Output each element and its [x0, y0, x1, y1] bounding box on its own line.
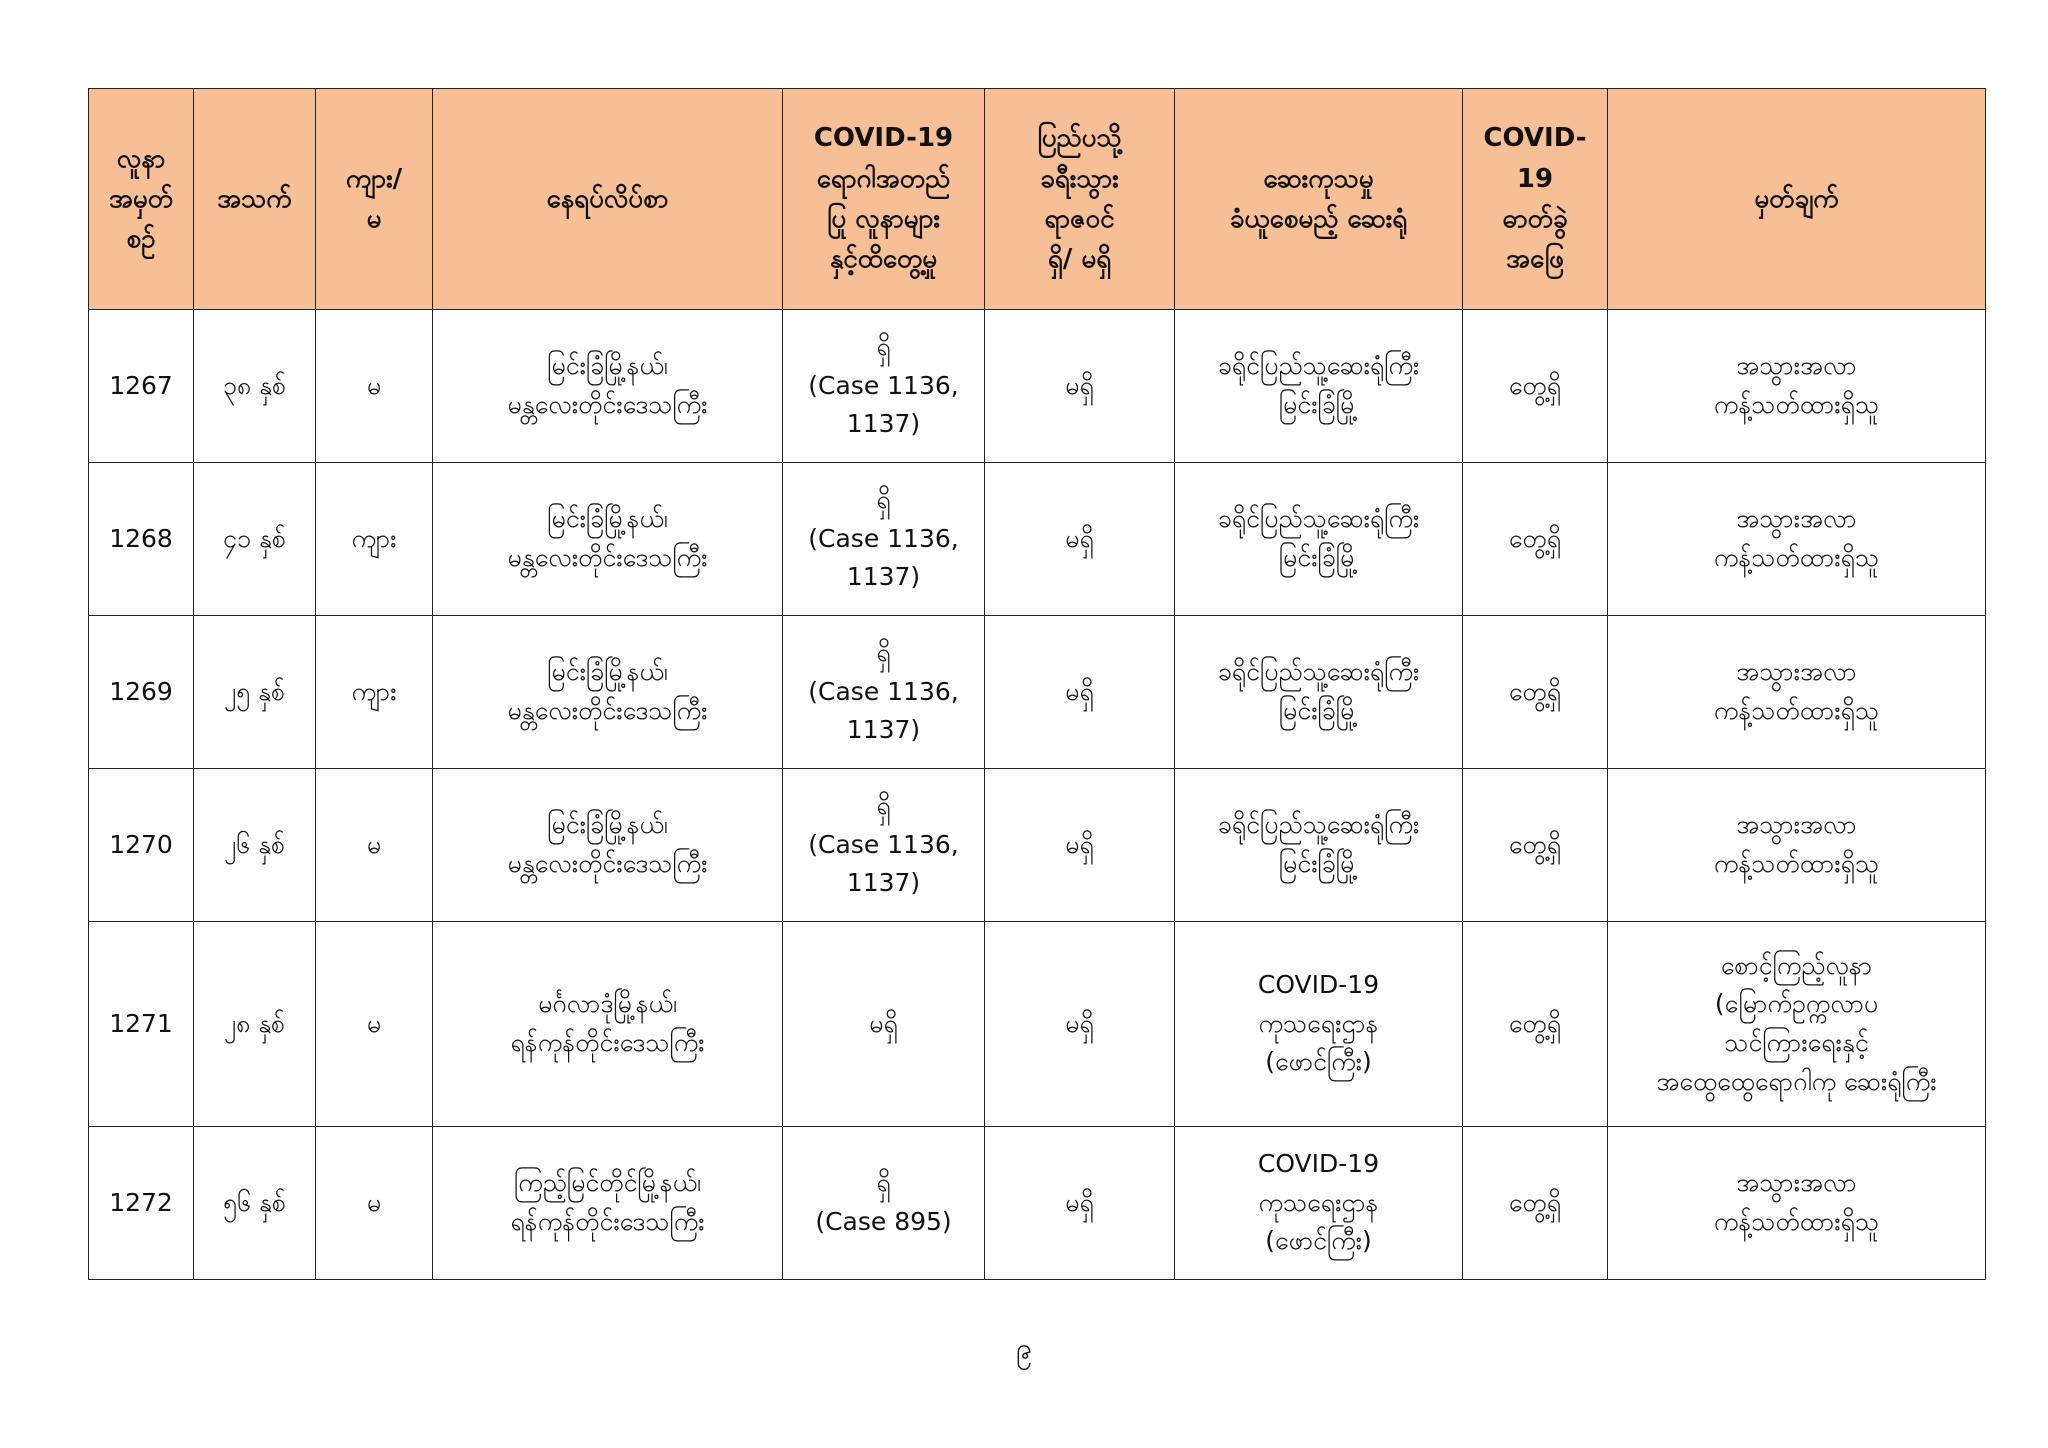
sex-cell: ကျား: [316, 463, 433, 616]
sex-cell: မ: [316, 1127, 433, 1280]
cell-text-line: မန္တလေးတိုင်းဒေသကြီး: [507, 696, 708, 725]
cell-text-line: အသွားအလာ: [1736, 504, 1857, 534]
hospital-cell: [1175, 616, 1463, 769]
hospital-cell: [1175, 769, 1463, 922]
contact-cell: [783, 463, 985, 616]
cell-text-line: COVID-19: [1257, 969, 1380, 999]
table-row: [89, 310, 1986, 463]
cell-text-line: အသွားအလာ: [1736, 1168, 1857, 1198]
header-address: [433, 89, 783, 310]
cell-text-line: အသွားအလာ: [1736, 810, 1857, 840]
cell-text-line: ရာဇဝင်: [1044, 204, 1115, 234]
age-cell: ၂၅ နှစ်: [194, 616, 316, 769]
cell-text-line: စဉ်: [126, 224, 156, 255]
header-overseas-travel-history: [985, 89, 1175, 310]
sex-cell: မ: [316, 922, 433, 1127]
remark-cell: [1608, 310, 1986, 463]
cell-text-line: 1137): [846, 562, 921, 592]
travel-history-cell: မရှိ: [985, 922, 1175, 1127]
cell-text-line: မြင်းခြံမြို့နယ်၊: [547, 657, 668, 687]
cell-text-line: 19: [1516, 163, 1554, 194]
table-row: [89, 463, 1986, 616]
cell-text-line: နှင့်ထိတွေ့မှု: [829, 244, 938, 275]
page-number: ၉: [1016, 1332, 1032, 1365]
contact-cell: [783, 616, 985, 769]
header-treatment-hospital: [1175, 89, 1463, 310]
cell-text-line: COVID-19: [813, 123, 954, 154]
cell-text-line: ရန်ကုန်တိုင်းဒေသကြီး: [510, 1207, 705, 1236]
lab-result-cell: တွေ့ရှိ: [1463, 616, 1608, 769]
cell-text-line: အထွေထွေရောဂါကု ဆေးရုံကြီး: [1656, 1066, 1937, 1096]
cell-text-line: 1137): [846, 868, 921, 898]
remark-cell: [1608, 616, 1986, 769]
cell-text-line: ကန့်သတ်ထားရှိသူ: [1713, 849, 1880, 878]
cell-text-line: ခရိုင်ပြည်သူ့ဆေးရုံကြီး: [1217, 504, 1420, 534]
sex-cell: မ: [316, 769, 433, 922]
sex-cell: ကျား: [316, 616, 433, 769]
cell-text-line: (Case 1136,: [808, 523, 959, 553]
cell-text-line: ရှိ: [876, 1168, 891, 1198]
case-number-cell: 1267: [89, 310, 194, 463]
sex-cell: မ: [316, 310, 433, 463]
cell-text-line: (Case 895): [815, 1207, 952, 1236]
table-body: [89, 310, 1986, 1280]
contact-cell: [783, 310, 985, 463]
cell-text-line: စောင့်ကြည့်လူနာ: [1720, 950, 1873, 980]
address-cell: [433, 463, 783, 616]
table-header: [89, 89, 1986, 310]
cell-text-line: မန္တလေးတိုင်းဒေသကြီး: [507, 390, 708, 419]
age-cell: ၄၁ နှစ်: [194, 463, 316, 616]
cell-text-line: ရန်ကုန်တိုင်းဒေသကြီး: [510, 1028, 705, 1057]
cell-text-line: မြင်းခြံမြို့နယ်၊: [547, 810, 668, 840]
cell-text-line: မြင်းခြံမြို့: [1278, 849, 1359, 878]
cell-text-line: မန္တလေးတိုင်းဒေသကြီး: [507, 849, 708, 878]
cell-text-line: (မြောက်ဥက္ကလာပ: [1714, 989, 1879, 1019]
address-cell: [433, 310, 783, 463]
case-number-cell: 1268: [89, 463, 194, 616]
cell-text-line: ကန့်သတ်ထားရှိသူ: [1713, 390, 1880, 419]
travel-history-cell: မရှိ: [985, 463, 1175, 616]
cell-text-line: (Case 1136,: [808, 829, 959, 859]
cell-text-line: ခရိုင်ပြည်သူ့ဆေးရုံကြီး: [1217, 657, 1420, 687]
address-cell: [433, 922, 783, 1127]
travel-history-cell: မရှိ: [985, 769, 1175, 922]
cell-text-line: နေရပ်လိပ်စာ: [546, 183, 669, 214]
hospital-cell: [1175, 463, 1463, 616]
cell-text-line: ကန့်သတ်ထားရှိသူ: [1713, 1207, 1880, 1236]
cell-text-line: 1137): [846, 715, 921, 745]
hospital-cell: [1175, 1127, 1463, 1280]
cell-text-line: ခံယူစေမည့် ဆေးရုံ: [1229, 204, 1408, 234]
cell-text-line: ကန့်သတ်ထားရှိသူ: [1713, 543, 1880, 572]
remark-cell: [1608, 922, 1986, 1127]
hospital-cell: [1175, 922, 1463, 1127]
cell-text-line: ကျား/: [345, 163, 403, 194]
cell-text-line: ကုသရေးဌာန: [1258, 1187, 1379, 1217]
header-contact-with-confirmed-cases: [783, 89, 985, 310]
contact-cell: [783, 769, 985, 922]
address-cell: [433, 616, 783, 769]
travel-history-cell: မရှိ: [985, 310, 1175, 463]
cell-text-line: ခရိုင်ပြည်သူ့ဆေးရုံကြီး: [1217, 810, 1420, 840]
case-number-cell: 1269: [89, 616, 194, 769]
cell-text-line: ကန့်သတ်ထားရှိသူ: [1713, 696, 1880, 725]
remark-cell: [1608, 769, 1986, 922]
travel-history-cell: မရှိ: [985, 1127, 1175, 1280]
header-sex: [316, 89, 433, 310]
age-cell: ၃၈ နှစ်: [194, 310, 316, 463]
covid-case-table: [88, 88, 1986, 1280]
header-remarks: [1608, 89, 1986, 310]
lab-result-cell: တွေ့ရှိ: [1463, 922, 1608, 1127]
address-cell: [433, 1127, 783, 1280]
contact-cell: [783, 922, 985, 1127]
cell-text-line: (ဖောင်ကြီး): [1265, 1047, 1372, 1077]
cell-text-line: ဓာတ်ခွဲ: [1502, 204, 1568, 234]
contact-cell: [783, 1127, 985, 1280]
remark-cell: [1608, 463, 1986, 616]
cell-text-line: အသွားအလာ: [1736, 657, 1857, 687]
cell-text-line: မြင်းခြံမြို့: [1278, 543, 1359, 572]
cell-text-line: မှတ်ချက်: [1754, 183, 1839, 214]
cell-text-line: မန္တလေးတိုင်းဒေသကြီး: [507, 543, 708, 572]
case-number-cell: 1270: [89, 769, 194, 922]
cell-text-line: COVID-: [1483, 123, 1587, 154]
remark-cell: [1608, 1127, 1986, 1280]
cell-text-line: (ဖောင်ကြီး): [1265, 1226, 1372, 1256]
lab-result-cell: တွေ့ရှိ: [1463, 1127, 1608, 1280]
cell-text-line: ရှိ: [876, 790, 891, 820]
cell-text-line: မြင်းခြံမြို့: [1278, 696, 1359, 725]
cell-text-line: ကုသရေးဌာန: [1258, 1008, 1379, 1038]
cell-text-line: အသွားအလာ: [1736, 351, 1857, 381]
lab-result-cell: တွေ့ရှိ: [1463, 310, 1608, 463]
cell-text-line: ရှိ: [876, 484, 891, 514]
cell-text-line: ကြည့်မြင်တိုင်မြို့နယ်၊: [514, 1168, 701, 1198]
case-number-cell: 1272: [89, 1127, 194, 1280]
cell-text-line: ရောဂါအတည်: [816, 163, 951, 194]
cell-text-line: COVID-19: [1257, 1148, 1380, 1178]
table-row: [89, 1127, 1986, 1280]
lab-result-cell: တွေ့ရှိ: [1463, 769, 1608, 922]
age-cell: ၂၈ နှစ်: [194, 922, 316, 1127]
hospital-cell: [1175, 310, 1463, 463]
travel-history-cell: မရှိ: [985, 616, 1175, 769]
cell-text-line: မြင်းခြံမြို့နယ်၊: [547, 351, 668, 381]
header-age: [194, 89, 316, 310]
cell-text-line: အဖြေ: [1506, 244, 1564, 275]
cell-text-line: သင်ကြားရေးနှင့်: [1724, 1028, 1869, 1057]
cell-text-line: မင်္ဂလာဒုံမြို့နယ်၊: [538, 989, 677, 1019]
cell-text-line: မြင်းခြံမြို့: [1278, 390, 1359, 419]
address-cell: [433, 769, 783, 922]
table-row: [89, 769, 1986, 922]
case-number-cell: 1271: [89, 922, 194, 1127]
cell-text-line: ရှိ/ မရှိ: [1047, 244, 1112, 275]
cell-text-line: ရှိ: [876, 637, 891, 667]
cell-text-line: ရှိ: [876, 331, 891, 361]
cell-text-line: မရှိ: [869, 1008, 898, 1038]
cell-text-line: အသက်: [217, 183, 292, 214]
age-cell: ၂၆ နှစ်: [194, 769, 316, 922]
table-row: [89, 616, 1986, 769]
table-row: [89, 922, 1986, 1127]
cell-text-line: ပြု လူနာများ: [826, 204, 941, 234]
cell-text-line: ခရိုင်ပြည်သူ့ဆေးရုံကြီး: [1217, 351, 1420, 381]
header-row: [89, 89, 1986, 310]
cell-text-line: လူနာ: [116, 143, 166, 174]
lab-result-cell: တွေ့ရှိ: [1463, 463, 1608, 616]
cell-text-line: မြင်းခြံမြို့နယ်၊: [547, 504, 668, 534]
age-cell: ၅၆ နှစ်: [194, 1127, 316, 1280]
cell-text-line: (Case 1136,: [808, 370, 959, 400]
header-case-number: [89, 89, 194, 310]
header-lab-result: [1463, 89, 1608, 310]
cell-text-line: အမှတ်: [108, 183, 174, 214]
cell-text-line: ပြည်ပသို့: [1037, 123, 1122, 154]
cell-text-line: 1137): [846, 409, 921, 439]
cell-text-line: မ: [366, 204, 382, 234]
cell-text-line: (Case 1136,: [808, 676, 959, 706]
cell-text-line: ဆေးကုသမှု: [1263, 163, 1374, 194]
cell-text-line: ခရီးသွား: [1040, 163, 1119, 194]
